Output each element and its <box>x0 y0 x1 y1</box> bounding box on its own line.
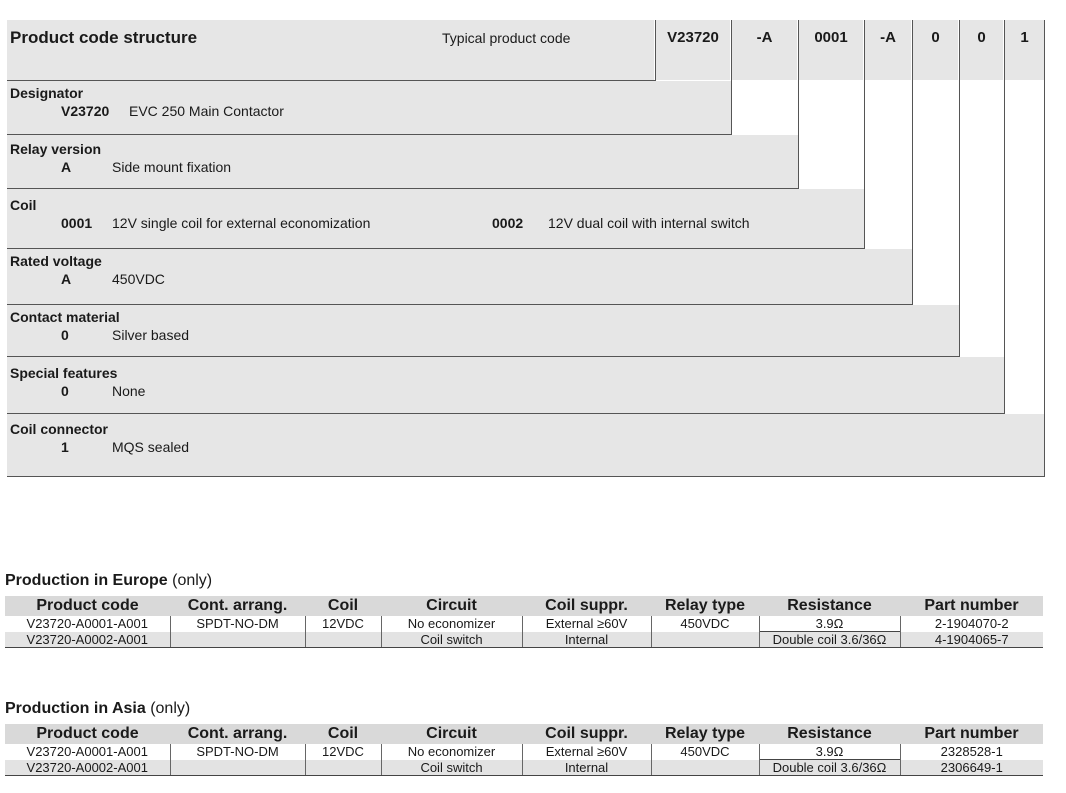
col-header: Coil <box>305 596 381 616</box>
table-cell: SPDT-NO-DM <box>170 744 305 760</box>
col-header: Circuit <box>381 724 522 744</box>
col-header: Circuit <box>381 596 522 616</box>
col-header: Coil <box>305 724 381 744</box>
europe-title-rest: (only) <box>167 572 213 589</box>
col-header: Coil suppr. <box>522 596 651 616</box>
coil-code-0002: 0002 <box>492 215 524 231</box>
coil-connector-desc: MQS sealed <box>112 439 190 455</box>
table-cell: 2328528-1 <box>900 744 1043 760</box>
contact-material-desc: Silver based <box>112 327 190 343</box>
code-part-coil: 0001 <box>799 20 863 80</box>
special-features-title: Special features <box>10 365 118 381</box>
coil-desc-0001: 12V single coil for external economization <box>112 215 371 231</box>
asia-title-rest: (only) <box>145 700 191 717</box>
table-row <box>5 616 1043 632</box>
table-cell: Double coil 3.6/36Ω <box>759 760 900 776</box>
table-row <box>5 632 1043 648</box>
separator-line <box>7 413 1005 414</box>
col-header: Relay type <box>651 724 759 744</box>
rated-voltage-desc: 450VDC <box>112 271 165 287</box>
coil-connector-code: 1 <box>61 439 69 455</box>
table-cell: 4-1904065-7 <box>900 632 1043 648</box>
table-cell: 3.9Ω <box>759 744 900 760</box>
col-header: Resistance <box>759 724 900 744</box>
table-cell: 3.9Ω <box>759 616 900 632</box>
contact-material-code: 0 <box>61 327 69 343</box>
table-cell: Internal <box>522 632 651 648</box>
table-cell: No economizer <box>381 616 522 632</box>
table-cell: Double coil 3.6/36Ω <box>759 632 900 648</box>
designator-code: V23720 <box>61 103 110 119</box>
asia-table <box>5 724 1043 776</box>
connector-line <box>912 20 913 305</box>
table-cell: 2306649-1 <box>900 760 1043 776</box>
table-cell <box>651 632 759 648</box>
table-cell: SPDT-NO-DM <box>170 616 305 632</box>
table-cell <box>170 632 305 648</box>
table-row <box>5 744 1043 760</box>
table-cell: No economizer <box>381 744 522 760</box>
designator-desc: EVC 250 Main Contactor <box>129 103 284 119</box>
table-header-row <box>5 596 1043 616</box>
connector-line <box>731 20 732 135</box>
table-cell: 450VDC <box>651 616 759 632</box>
table-cell <box>651 760 759 776</box>
connector-line <box>798 20 799 189</box>
code-part-relay-version: -A <box>732 20 797 80</box>
col-header: Part number <box>900 724 1043 744</box>
structure-title: Product code structure <box>10 28 198 47</box>
table-cell: 12VDC <box>305 616 381 632</box>
table-header-row <box>5 724 1043 744</box>
code-part-designator: V23720 <box>656 20 730 80</box>
rated-voltage-title: Rated voltage <box>10 253 102 269</box>
separator-line <box>7 248 865 249</box>
table-cell: 2-1904070-2 <box>900 616 1043 632</box>
asia-table-title <box>5 700 190 718</box>
col-header: Product code <box>5 596 170 616</box>
table-cell: Internal <box>522 760 651 776</box>
table-cell: 12VDC <box>305 744 381 760</box>
code-part-coil-connector: 1 <box>1005 20 1044 80</box>
special-features-band <box>7 357 1004 413</box>
relay-version-title: Relay version <box>10 141 102 157</box>
coil-title: Coil <box>10 197 37 213</box>
coil-code-0001: 0001 <box>61 215 93 231</box>
col-header: Cont. arrang. <box>170 596 305 616</box>
col-header: Cont. arrang. <box>170 724 305 744</box>
separator-line <box>7 304 913 305</box>
table-cell <box>305 632 381 648</box>
col-header: Resistance <box>759 596 900 616</box>
table-cell: 450VDC <box>651 744 759 760</box>
table-cell <box>170 760 305 776</box>
table-cell: External ≥60V <box>522 616 651 632</box>
relay-version-code: A <box>61 159 72 175</box>
europe-table <box>5 596 1043 648</box>
table-cell <box>305 760 381 776</box>
table-cell: V23720-A0001-A001 <box>5 616 170 632</box>
col-header: Relay type <box>651 596 759 616</box>
separator-line <box>7 134 732 135</box>
separator-line <box>7 80 656 81</box>
bottom-line <box>7 476 1045 477</box>
code-part-contact-material: 0 <box>913 20 958 80</box>
connector-line <box>1004 20 1005 414</box>
code-part-special-features: 0 <box>960 20 1003 80</box>
contact-material-title: Contact material <box>10 309 120 325</box>
connector-line <box>655 20 656 81</box>
asia-title-bold: Production in Asia <box>5 700 146 717</box>
col-header: Coil suppr. <box>522 724 651 744</box>
relay-version-desc: Side mount fixation <box>112 159 232 175</box>
table-row <box>5 760 1043 776</box>
coil-connector-title: Coil connector <box>10 421 109 437</box>
connector-line <box>864 20 865 249</box>
table-cell: V23720-A0001-A001 <box>5 744 170 760</box>
separator-line <box>7 356 960 357</box>
europe-table-title <box>5 572 212 590</box>
connector-line <box>959 20 960 357</box>
europe-title-bold: Production in Europe <box>5 572 168 589</box>
designator-band <box>7 81 731 134</box>
designator-title: Designator <box>10 85 84 101</box>
special-features-desc: None <box>112 383 146 399</box>
col-header: Product code <box>5 724 170 744</box>
table-cell: V23720-A0002-A001 <box>5 760 170 776</box>
connector-line <box>1044 20 1045 477</box>
special-features-code: 0 <box>61 383 69 399</box>
table-cell: External ≥60V <box>522 744 651 760</box>
rated-voltage-code: A <box>61 271 72 287</box>
typical-code-label: Typical product code <box>442 30 571 46</box>
code-part-rated-voltage: -A <box>865 20 911 80</box>
col-header: Part number <box>900 596 1043 616</box>
table-cell: V23720-A0002-A001 <box>5 632 170 648</box>
table-cell: Coil switch <box>381 632 522 648</box>
coil-desc-0002: 12V dual coil with internal switch <box>548 215 750 231</box>
separator-line <box>7 188 799 189</box>
table-cell: Coil switch <box>381 760 522 776</box>
